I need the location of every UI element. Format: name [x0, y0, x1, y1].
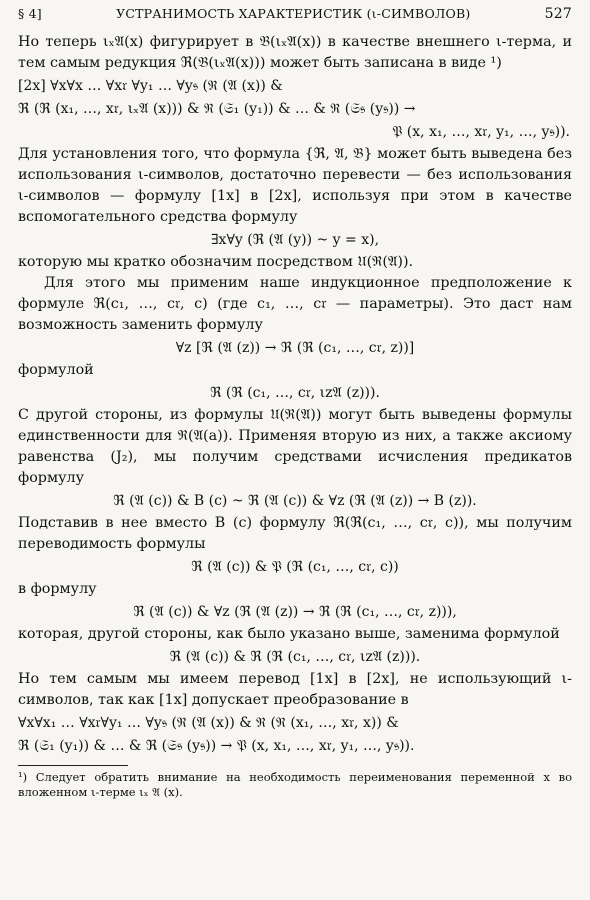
paragraph-10: Но тем самым мы имеем перевод [1x] в [2x], не использующий ι-символов, так как [1x] допускает преобразование в	[18, 671, 572, 708]
formula-translatable: ℜ (𝔄 (c)) & 𝔓 (ℜ (c₁, …, c𝔯, c))	[191, 559, 399, 575]
formula-uniqueness: ∃x∀y (ℜ (𝔄 (y)) ~ y = x),	[210, 232, 380, 248]
formula-replacement: ℜ (𝔄 (c)) & ℜ (ℜ (c₁, …, c𝔯, ιz𝔄 (z))).	[169, 649, 421, 665]
paragraph-7: Подставив в нее вместо B (c) формулу ℜ(ℜ(c₁, …, c𝔯, c)), мы получим переводимость формулы	[18, 515, 572, 552]
formula-1x-line1: ∀x∀x₁ … ∀x𝔯∀y₁ … ∀y𝔰 (ℜ (𝔄 (x)) & ℜ (ℜ (x₁, …, x𝔯, x)) &	[18, 715, 399, 731]
paragraph-8: в формулу	[18, 581, 97, 597]
page-number: 527	[544, 6, 572, 22]
formula-equivalence: ℜ (𝔄 (c)) & B (c) ~ ℜ (𝔄 (c)) & ∀z (ℜ (𝔄 (z)) → B (z)).	[113, 493, 477, 509]
paragraph-2: Для установления того, что формула {ℜ, 𝔄, 𝔅} может быть выведена без использования ι-символов, достаточно перевести — без использования ι-символов — формулу [1x] в [2x], используя при этом в качестве вспомогательного средства формулу	[18, 146, 572, 225]
paragraph-9: которая, другой стороны, как было указано выше, заменима формулой	[18, 626, 560, 642]
footnote-rule	[18, 765, 128, 766]
paragraph-3: которую мы кратко обозначим посредством 𝔘(ℜ(𝔄)).	[18, 254, 414, 270]
running-header	[18, 6, 572, 22]
formula-forall-z: ∀z [ℜ (𝔄 (z)) → ℜ (ℜ (c₁, …, c𝔯, z))]	[175, 340, 415, 356]
paragraph-6: С другой стороны, из формулы 𝔘(ℜ(𝔄)) могут быть выведены формулы единственности для ℜ(𝔄(a)). Применяя вторую из них, а также аксиому равенства (J₂), мы получим средствами исчисления предикатов формулу	[18, 407, 572, 486]
running-title: УСТРАНИМОСТЬ ХАРАКТЕРИСТИК (ι-СИМВОЛОВ)	[116, 6, 471, 21]
paragraph-5: формулой	[18, 362, 94, 378]
formula-2x-line3: 𝔓 (x, x₁, …, x𝔯, y₁, …, y𝔰)).	[392, 124, 570, 140]
formula-1x-line2: ℜ (𝔖₁ (y₁)) & … & ℜ (𝔖𝔰 (y𝔰)) → 𝔓 (x, x₁, …, x𝔯, y₁, …, y𝔰)).	[18, 738, 415, 754]
formula-iota-term: ℜ (ℜ (c₁, …, c𝔯, ιz𝔄 (z))).	[210, 385, 380, 401]
formula-2x-line1: [2x] ∀x∀x … ∀x𝔯 ∀y₁ … ∀y𝔰 (ℜ (𝔄 (x)) &	[18, 78, 283, 94]
formula-2x-line2: ℜ (ℜ (x₁, …, x𝔯, ιₓ𝔄 (x))) & ℜ (𝔖₁ (y₁)) & … & ℜ (𝔖𝔰 (y𝔰)) →	[18, 101, 416, 117]
paragraph-4: Для этого мы применим наше индукционное предположение к формуле ℜ(c₁, …, c𝔯, c) (где c₁, …, c𝔯 — параметры). Это даст нам возможность заменить формулу	[18, 275, 572, 333]
section-mark: § 4]	[18, 6, 42, 21]
footnote: ¹) Следует обратить внимание на необходимость переименования переменной x во вложенном ι-терме ιₓ 𝔄 (x).	[18, 770, 572, 799]
formula-target: ℜ (𝔄 (c)) & ∀z (ℜ (𝔄 (z)) → ℜ (ℜ (c₁, …, c𝔯, z))),	[133, 604, 457, 620]
paragraph-1: Но теперь ιₓ𝔄(x) фигурирует в 𝔅(ιₓ𝔄(x)) в качестве внешнего ι-терма, и тем самым редукция ℜ(𝔅(ιₓ𝔄(x))) может быть записана в виде ¹)	[18, 34, 572, 71]
